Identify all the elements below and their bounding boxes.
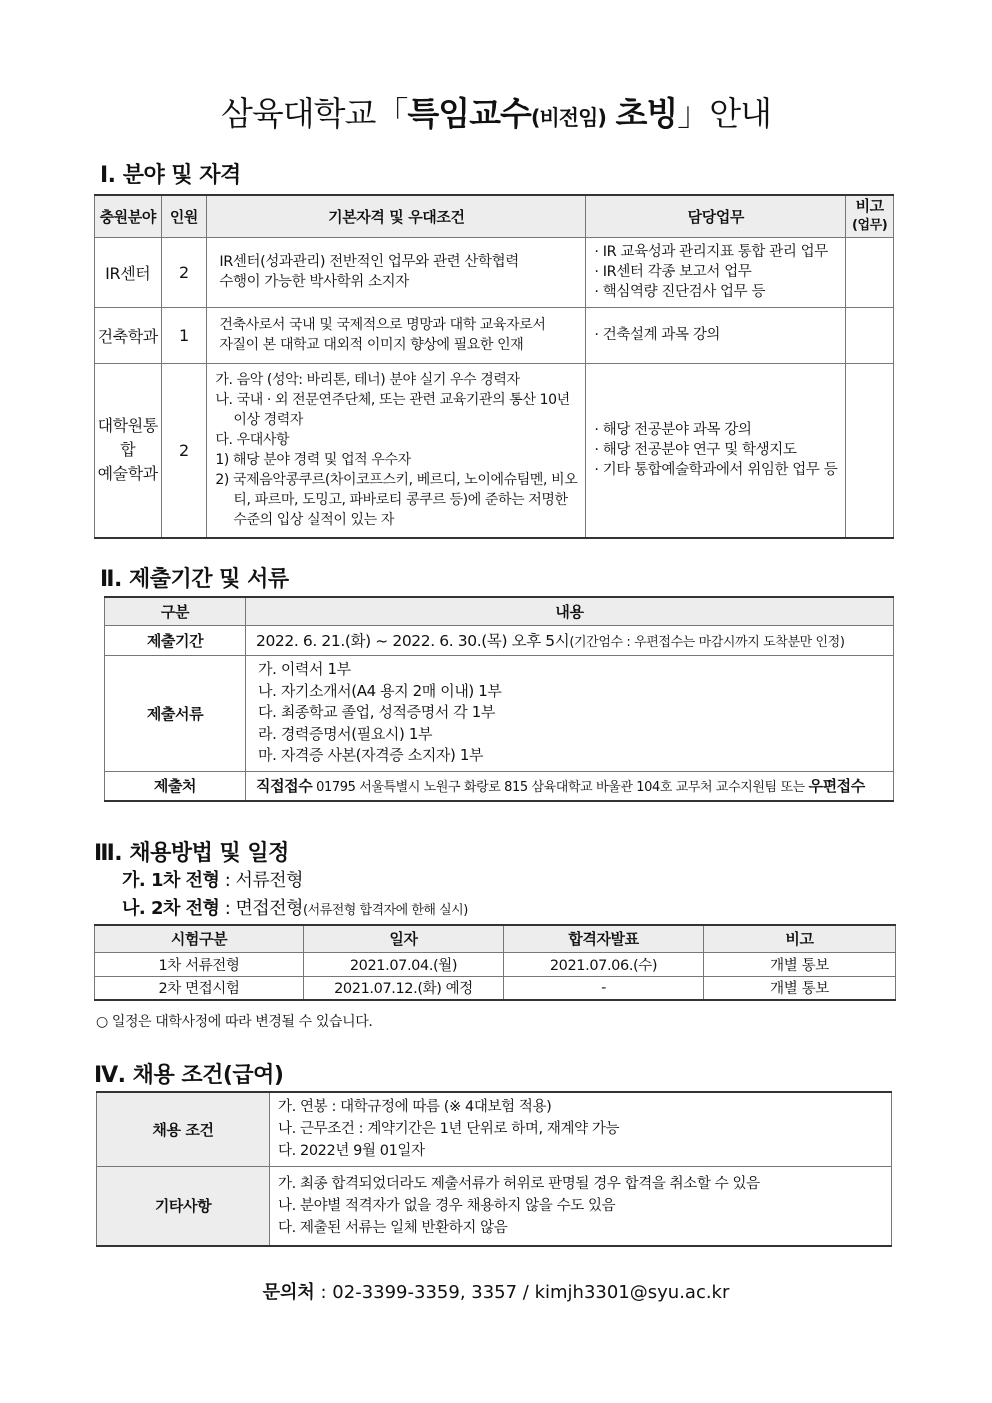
etc-list: 가. 최종 합격되었더라도 제출서류가 허위로 판명될 경우 합격을 취소할 수 있음 나. 분야별 적격자가 없을 경우 채용하지 않을 수도 있음 다. 제출된 서류는 일체 반환하지 않음 [270,1166,892,1246]
conditions-table [96,1091,892,1247]
schedule-note: ○ 일정은 대학사정에 따라 변경될 수 있습니다. [96,1014,373,1030]
field-cell: 대학원통합 예술학과 [95,363,162,538]
duty-cell: · IR 교육성과 관리지표 통합 관리 업무 · IR센터 각종 보고서 업무 · 핵심역량 진단검사 업무 등 [586,237,846,307]
page-title: 삼육대학교「특임교수(비전임) 초빙」안내 [221,94,771,133]
place-label: 제출처 [105,771,246,801]
header-remark: 비고 (업무) [846,195,894,237]
place-value: 직접접수 01795 서울특별시 노원구 화랑로 815 삼육대학교 바울관 104호 교무처 교수지원팀 또는 우편접수 [246,771,894,801]
count-cell: 1 [161,307,207,363]
step-1: 가. 1차 전형 : 서류전형 [122,870,304,891]
qualification-cell: IR센터(성과관리) 전반적인 업무와 관련 산학협력 수행이 가능한 박사학위 소지자 [207,237,586,307]
header-date: 일자 [304,925,504,952]
qualification-cell: 가. 음악 (성악: 바리톤, 테너) 분야 실기 우수 경력자 나. 국내 · 외 전문연주단체, 또는 관련 교육기관의 통산 10년 이상 경력자 다. 우대사항 1) 해당 분야 경력 및 업적 우수자 2) 국제음악콩쿠르(차이코프스키, 베르디, 노이에슈팀멘, 비오 티, 파르마, 도밍고, 파바로티 콩쿠르 등)에 준하는 저명한 수준의 입상 실적이 있는 자 [207,363,586,538]
count-cell: 2 [161,237,207,307]
header-qualification: 기본자격 및 우대조건 [207,195,586,237]
table-row [95,237,894,307]
section-3-heading: Ⅲ. 채용방법 및 일정 [94,841,289,866]
table-row [105,625,894,655]
section-1-heading: Ⅰ. 분야 및 자격 [100,163,241,188]
period-value: 2022. 6. 21.(화) ~ 2022. 6. 30.(목) 오후 5시(기간엄수 : 우편접수는 마감시까지 도착분만 인정) [246,625,894,655]
table-row [95,307,894,363]
header-exam: 시험구분 [95,925,304,952]
conditions-label: 채용 조건 [97,1092,270,1166]
header-content: 내용 [246,597,894,625]
table-row [97,1166,892,1246]
header-announcement: 합격자발표 [504,925,704,952]
table-row: 2차 면접시험 2021.07.12.(화) 예정 - 개별 통보 [95,976,896,1000]
header-count: 인원 [161,195,207,237]
duty-cell: · 해당 전공분야 과목 강의 · 해당 전공분야 연구 및 학생지도 · 기타 통합예술학과에서 위임한 업무 등 [586,363,846,538]
count-cell: 2 [161,363,207,538]
qualification-cell: 건축사로서 국내 및 국제적으로 명망과 대학 교육자로서 자질이 본 대학교 대외적 이미지 향상에 필요한 인재 [207,307,586,363]
schedule-table [94,924,896,1001]
remark-cell [846,363,894,538]
table-row [95,363,894,538]
header-duty: 담당업무 [586,195,846,237]
table-row [97,1092,892,1166]
remark-cell [846,307,894,363]
period-label: 제출기간 [105,625,246,655]
section-4-heading: Ⅳ. 채용 조건(급여) [94,1063,284,1088]
field-cell: 건축학과 [95,307,162,363]
section-2-heading: Ⅱ. 제출기간 및 서류 [100,567,289,592]
remark-cell [846,237,894,307]
conditions-list: 가. 연봉 : 대학규정에 따름 (※ 4대보험 적용) 나. 근무조건 : 계약기간은 1년 단위로 하며, 재계약 가능 다. 2022년 9월 01일자 [270,1092,892,1166]
documents-list: 가. 이력서 1부 나. 자기소개서(A4 용지 2매 이내) 1부 다. 최종학교 졸업, 성적증명서 각 1부 라. 경력증명서(필요시) 1부 마. 자격증 사본(자격증 소지자) 1부 [246,655,894,771]
field-qualification-table [94,194,894,539]
duty-cell: · 건축설계 과목 강의 [586,307,846,363]
documents-label: 제출서류 [105,655,246,771]
contact-info: 문의처 : 02-3399-3359, 3357 / kimjh3301@syu.ac.kr [262,1282,730,1303]
table-row [105,655,894,771]
header-field: 충원분야 [95,195,162,237]
table-row: 1차 서류전형 2021.07.04.(월) 2021.07.06.(수) 개별 통보 [95,952,896,976]
header-remark: 비고 [704,925,896,952]
etc-label: 기타사항 [97,1166,270,1246]
header-category: 구분 [105,597,246,625]
step-2: 나. 2차 전형 : 면접전형(서류전형 합격자에 한해 실시) [122,898,468,919]
table-row [105,771,894,801]
submission-table [104,596,894,802]
field-cell: IR센터 [95,237,162,307]
